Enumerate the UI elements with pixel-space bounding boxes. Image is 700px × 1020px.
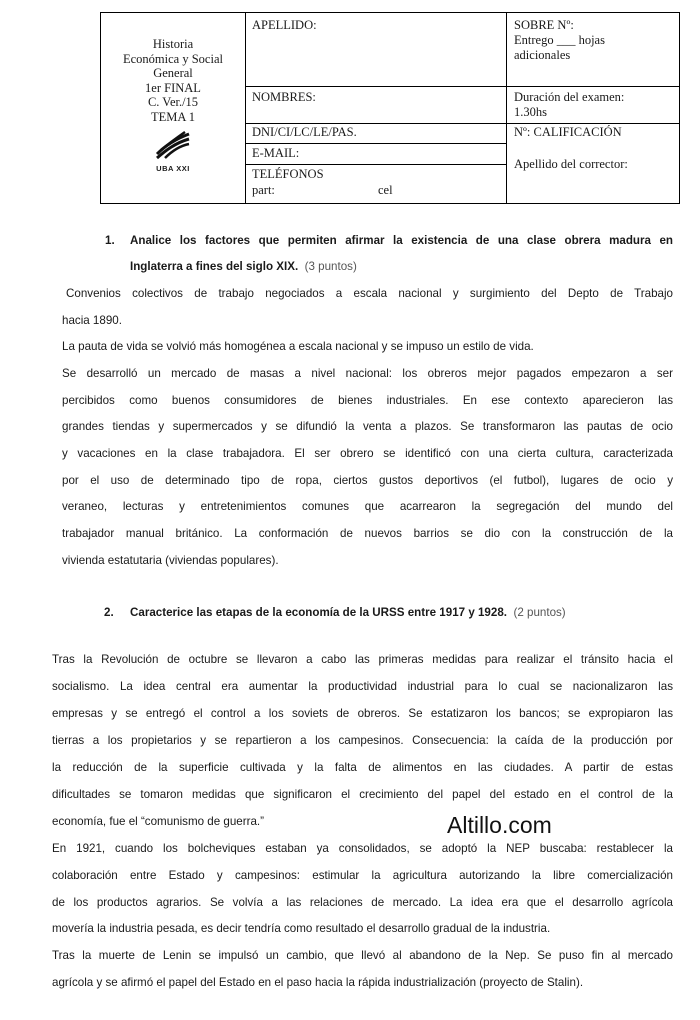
question-2-line <box>130 606 566 619</box>
answer-1-line: trabajador manual británico. La conformación de nuevos barrios se dio con la construcción de la <box>62 527 673 540</box>
sobre-label: SOBRE Nº: <box>514 18 574 32</box>
calificacion-label: Nº: CALIFICACIÓN <box>514 125 622 139</box>
answer-2-line: socialismo. La idea central era aumentar la productividad industrial para lo cual se nacionalizaron las <box>52 680 673 693</box>
nombres-label: NOMBRES: <box>252 90 316 104</box>
email-label: E-MAIL: <box>252 146 300 160</box>
answer-1-line: y vacaciones en la clase trabajadora. El ser obrero se identificó con una cierta cultura, caracterizada <box>62 447 673 460</box>
question-2-number: 2. <box>104 606 114 619</box>
course-line: C. Ver./15 <box>147 95 199 109</box>
answer-1-line: veraneo, lecturas y entretenimientos comunes que acarrearon la segregación del mundo del <box>62 500 673 513</box>
adicionales-label: adicionales <box>514 48 571 62</box>
uba-xxi-logo-icon <box>155 130 191 160</box>
part-label: part: <box>252 183 275 197</box>
answer-1-line: grandes tiendas y supermercados y se difundió la venta a plazos. Se transformaron las pautas de ocio <box>62 420 673 433</box>
question-1-line-1: Analice los factores que permiten afirmar la existencia de una clase obrera madura en <box>130 234 673 247</box>
question-1-line-2 <box>130 260 357 273</box>
answer-1-line: hacia 1890. <box>62 314 122 327</box>
answer-1-line: vivienda estatutaria (viviendas populares). <box>62 554 279 567</box>
cel-label: cel <box>378 183 393 197</box>
question-1-text: Inglaterra a fines del siglo XIX. <box>130 260 299 273</box>
duracion-label: Duración del examen: <box>514 90 625 104</box>
answer-1-line: percibidos como buenos consumidores de bienes industriales. En ese contexto aparecieron las <box>62 394 673 407</box>
duracion-value: 1.30hs <box>514 105 547 119</box>
answer-2-line: empresas y se entregó el control a los soviets de obreros. Se estatizaron los bancos; se expropiaron las <box>52 707 673 720</box>
question-2-points: (2 puntos) <box>513 606 566 619</box>
entrego-label: Entrego ___ hojas <box>514 33 605 47</box>
answer-2-line: la reducción de la superficie cultivada y la falta de alimentos en las ciudades. A partir de estas <box>52 761 673 774</box>
answer-2-line: de los productos agrarios. Se volvía a las relaciones de mercado. La idea era que el desarrollo agrícola <box>52 896 673 909</box>
course-line: 1er FINAL <box>145 80 201 95</box>
answer-1-line: Convenios colectivos de trabajo negociados a escala nacional y surgimiento del Depto de Trabajo <box>66 287 673 300</box>
telefonos-label: TELÉFONOS <box>252 167 324 181</box>
corrector-label: Apellido del corrector: <box>514 157 628 171</box>
answer-2-line: colaboración entre Estado y campesinos: estimular la agricultura autorizando la libre comercialización <box>52 869 673 882</box>
answer-2-line: Tras la muerte de Lenin se impulsó un cambio, que llevó al abandono de la Nep. Se puso fin al mercado <box>52 949 673 962</box>
course-line: Historia <box>152 37 194 51</box>
answer-2-line: Tras la Revolución de octubre se llevaron a cabo las primeras medidas para realizar el tránsito hacia el <box>52 653 673 666</box>
question-2-text: Caracterice las etapas de la economía de la URSS entre 1917 y 1928. <box>130 606 508 619</box>
logo-label: UBA XXI <box>156 164 190 173</box>
course-info <box>101 13 245 203</box>
answer-2-line: agrícola y se afirmó el papel del Estado en el paso hacia la rápida industrialización (proyecto de Stalin). <box>52 976 584 989</box>
answer-1-line: Se desarrolló un mercado de masas a nivel nacional: los obreros mejor pagados empezaron a ser <box>62 367 673 380</box>
course-line: General <box>153 66 193 80</box>
question-1-number: 1. <box>105 234 115 247</box>
altillo-watermark: Altillo.com <box>447 812 552 838</box>
answer-2-line: tierras a los propietarios y se repartieron a los campesinos. Consecuencia: la caída de la producción por <box>52 734 673 747</box>
answer-2-line: movería la industria pesada, es decir tendría como resultado el desarrollo gradual de la industria. <box>52 922 551 935</box>
answer-2-line: dificultades se tomaron medidas que significaron el crecimiento del papel del estado en el control de la <box>52 788 673 801</box>
course-line: TEMA 1 <box>150 109 196 124</box>
question-1-points: (3 puntos) <box>304 260 357 273</box>
answer-1-line: por el uso de determinado tipo de ropa, ciertos gustos deportivos (el futbol), lugares de ocio y <box>62 474 673 487</box>
course-line: Económica y Social <box>123 51 223 66</box>
answer-2-line: economía, fue el “comunismo de guerra.” <box>52 815 265 828</box>
exam-header-table <box>100 12 680 204</box>
answer-2-line: En 1921, cuando los bolcheviques estaban ya consolidados, se adoptó la NEP buscaba: restablecer la <box>52 842 673 855</box>
answer-1-line: La pauta de vida se volvió más homogénea a escala nacional y se impuso un estilo de vida. <box>62 340 534 353</box>
apellido-label: APELLIDO: <box>252 18 317 32</box>
dni-label: DNI/CI/LC/LE/PAS. <box>252 125 357 139</box>
